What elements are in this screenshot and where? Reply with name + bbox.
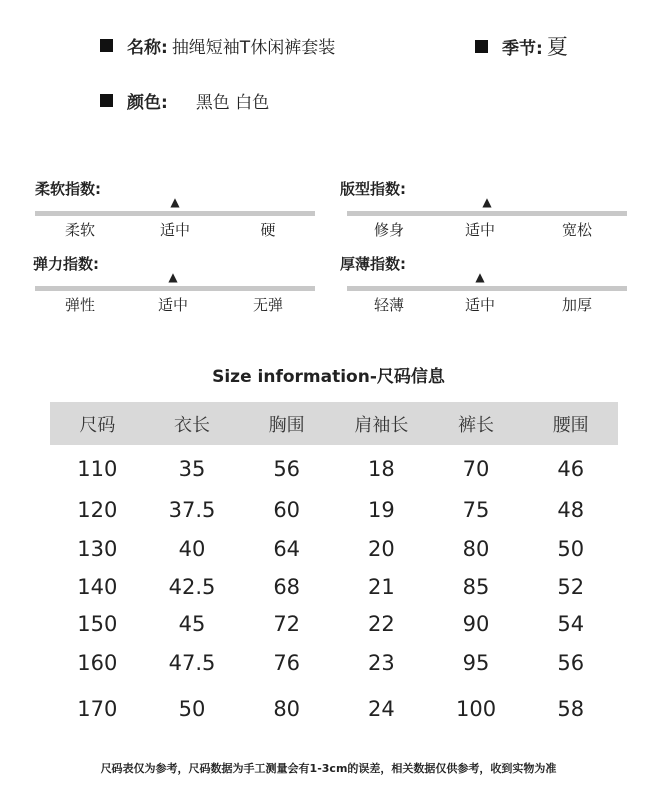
meter-title: 厚薄指数: bbox=[340, 255, 406, 273]
indicator-arrow-icon: ▲ bbox=[475, 270, 485, 284]
table-header-row bbox=[50, 402, 618, 445]
table-cell: 56 bbox=[557, 650, 585, 675]
bullet-square-icon bbox=[100, 39, 113, 52]
meter-tick: 适中 bbox=[464, 221, 496, 239]
indicator-arrow-icon: ▲ bbox=[170, 195, 180, 209]
name-value: 抽绳短袖T休闲裤套装 bbox=[171, 38, 336, 58]
header-cell: 衣长 bbox=[174, 414, 210, 436]
meter-tick: 适中 bbox=[464, 296, 496, 314]
name-label: 名称: bbox=[127, 38, 168, 58]
table-cell: 130 bbox=[77, 537, 118, 561]
table-cell: 64 bbox=[273, 537, 301, 561]
header-cell: 裤长 bbox=[458, 414, 495, 436]
table-cell: 80 bbox=[273, 697, 301, 721]
table-cell: 50 bbox=[557, 537, 585, 561]
meter-bar bbox=[35, 211, 315, 216]
table-cell: 45 bbox=[178, 612, 206, 636]
table-cell: 22 bbox=[367, 612, 395, 636]
meter-tick: 适中 bbox=[159, 221, 191, 239]
indicator-arrow-icon: ▲ bbox=[482, 195, 492, 209]
table-cell: 58 bbox=[557, 697, 585, 721]
meter-tick: 柔软 bbox=[64, 221, 96, 239]
table-cell: 100 bbox=[455, 697, 497, 721]
table-row bbox=[50, 569, 618, 604]
table-row bbox=[50, 681, 618, 737]
table-cell: 40 bbox=[178, 537, 206, 561]
meter-title: 弹力指数: bbox=[33, 255, 99, 273]
color-value: 黑色 白色 bbox=[195, 93, 270, 113]
table-cell: 90 bbox=[462, 612, 490, 636]
table-cell: 46 bbox=[557, 457, 585, 481]
season-row bbox=[475, 31, 568, 61]
table-cell: 170 bbox=[77, 697, 118, 721]
name-row bbox=[100, 33, 335, 58]
table-cell: 120 bbox=[77, 498, 118, 522]
table-cell: 48 bbox=[557, 498, 585, 522]
table-row bbox=[50, 529, 618, 569]
size-table bbox=[50, 402, 618, 737]
meter-bar bbox=[35, 286, 315, 291]
table-cell: 47.5 bbox=[168, 650, 216, 675]
table-row bbox=[50, 447, 618, 491]
meter-tick: 弹性 bbox=[64, 296, 96, 314]
table-cell: 20 bbox=[367, 537, 395, 561]
meter-tick: 硬 bbox=[260, 221, 276, 239]
table-row bbox=[50, 644, 618, 681]
table-cell: 54 bbox=[557, 612, 585, 636]
meter-tick: 修身 bbox=[373, 221, 405, 239]
header-cell: 胸围 bbox=[268, 414, 305, 436]
table-cell: 110 bbox=[77, 457, 118, 481]
header-cell: 腰围 bbox=[552, 414, 589, 436]
bullet-square-icon bbox=[100, 94, 113, 107]
table-cell: 52 bbox=[557, 574, 585, 599]
table-cell: 72 bbox=[273, 612, 301, 636]
bullet-square-icon bbox=[475, 40, 488, 53]
meter-tick: 无弹 bbox=[252, 296, 284, 314]
table-cell: 42.5 bbox=[168, 574, 216, 599]
table-cell: 76 bbox=[273, 650, 301, 675]
indicator-arrow-icon: ▲ bbox=[168, 270, 178, 284]
table-cell: 50 bbox=[178, 697, 206, 721]
table-cell: 68 bbox=[273, 574, 301, 599]
color-label: 颜色: bbox=[127, 93, 168, 113]
table-row bbox=[50, 491, 618, 529]
table-cell: 35 bbox=[178, 457, 206, 481]
color-row bbox=[100, 88, 269, 113]
size-table-title: Size information-尺码信息 bbox=[212, 367, 445, 387]
meter-tick: 轻薄 bbox=[373, 296, 405, 314]
meter-bar bbox=[347, 286, 627, 291]
table-cell: 18 bbox=[367, 457, 395, 481]
meter-title: 柔软指数: bbox=[35, 180, 101, 198]
meter-tick: 适中 bbox=[157, 296, 189, 314]
header-cell: 尺码 bbox=[79, 414, 116, 436]
meter-tick: 宽松 bbox=[561, 221, 593, 239]
table-cell: 160 bbox=[77, 650, 118, 675]
season-label: 季节: bbox=[502, 38, 543, 59]
header-cell: 肩袖长 bbox=[354, 414, 409, 436]
meter-title: 版型指数: bbox=[340, 180, 406, 198]
table-cell: 23 bbox=[367, 650, 395, 675]
table-cell: 56 bbox=[273, 457, 301, 481]
table-cell: 21 bbox=[367, 574, 395, 599]
table-cell: 75 bbox=[462, 498, 490, 522]
meter-tick: 加厚 bbox=[561, 296, 593, 314]
table-cell: 85 bbox=[462, 574, 490, 599]
table-cell: 19 bbox=[367, 498, 395, 522]
table-cell: 60 bbox=[273, 498, 301, 522]
season-value: 夏 bbox=[546, 35, 568, 59]
table-cell: 150 bbox=[77, 612, 118, 636]
size-disclaimer-note: 尺码表仅为参考，尺码数据为手工测量会有1-3cm的误差，相关数据仅供参考，收到实物为准 bbox=[100, 762, 557, 775]
table-cell: 80 bbox=[462, 537, 490, 561]
table-cell: 24 bbox=[367, 697, 395, 721]
table-row bbox=[50, 604, 618, 644]
table-cell: 70 bbox=[462, 457, 490, 481]
table-cell: 37.5 bbox=[168, 498, 216, 522]
table-cell: 140 bbox=[77, 574, 118, 599]
table-cell: 95 bbox=[462, 650, 490, 675]
meter-bar bbox=[347, 211, 627, 216]
